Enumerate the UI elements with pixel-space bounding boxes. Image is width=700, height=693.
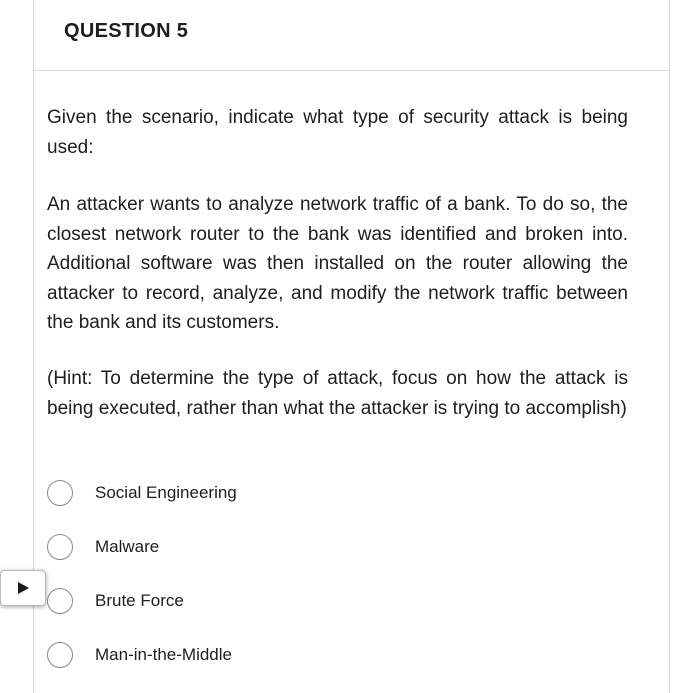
- current-question-marker: [0, 570, 46, 606]
- question-scenario: An attacker wants to analyze network traffic of a bank. To do so, the closest network router to the bank was identified and broken into. Additional software was then installed on the router allowing the attacker to record, analyze, and modify the network traffic between the bank and its customers.: [47, 194, 628, 333]
- answer-option-man-in-the-middle[interactable]: [47, 640, 547, 670]
- question-header: [34, 0, 669, 71]
- question-panel: [33, 0, 670, 693]
- radio-button[interactable]: [47, 642, 73, 668]
- radio-button[interactable]: [47, 588, 73, 614]
- radio-button[interactable]: [47, 480, 73, 506]
- question-prompt: Given the scenario, indicate what type of security attack is being used:: [47, 107, 628, 158]
- answer-option-label: Brute Force: [95, 591, 184, 610]
- answer-option-brute-force[interactable]: [47, 586, 547, 616]
- answer-option-malware[interactable]: [47, 532, 547, 562]
- play-arrow-icon: [16, 581, 30, 595]
- answer-option-label: Social Engineering: [95, 483, 237, 502]
- answer-option-label: Malware: [95, 537, 160, 556]
- question-title: QUESTION 5: [64, 20, 189, 42]
- radio-button[interactable]: [47, 534, 73, 560]
- answer-option-social-engineering[interactable]: [47, 478, 547, 508]
- answer-option-label: Man-in-the-Middle: [95, 645, 232, 664]
- question-hint: (Hint: To determine the type of attack, focus on how the attack is being executed, rather than what the attacker is trying to accomplish): [47, 368, 628, 419]
